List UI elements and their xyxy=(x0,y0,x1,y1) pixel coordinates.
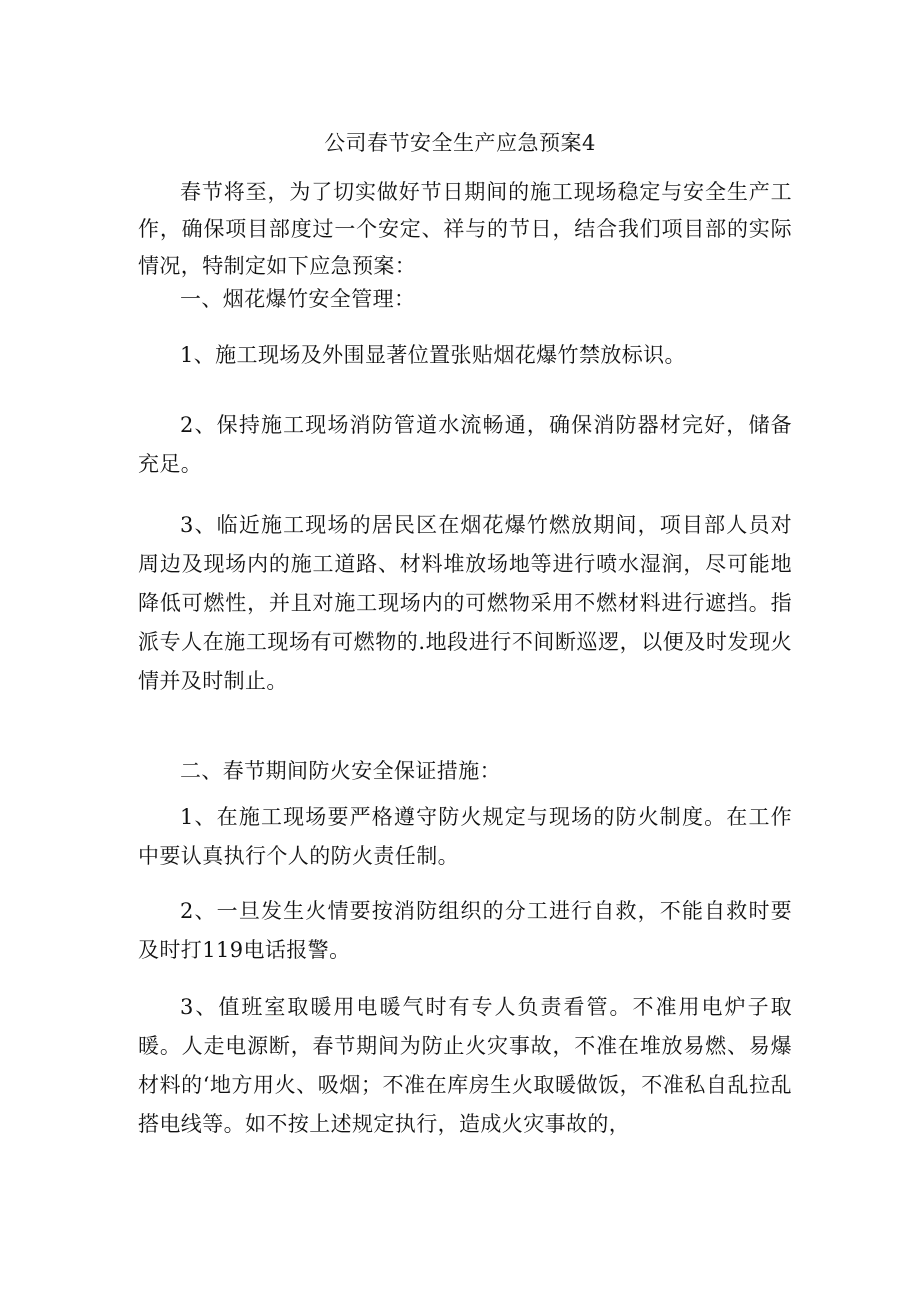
intro-paragraph: 春节将至，为了切实做好节日期间的施工现场稳定与安全生产工作，确保项目部度过一个安定、祥与的节日，结合我们项目部的实际情况，特制定如下应急预案： xyxy=(138,180,792,278)
section-heading-fire-safety: 二、春节期间防火安全保证措施： xyxy=(180,759,501,783)
fireworks-item-2: 2、保持施工现场消防管道水流畅通，确保消防器材完好，储备充足。 xyxy=(138,413,792,476)
section-heading-fireworks: 一、烟花爆竹安全管理： xyxy=(180,287,416,311)
fireworks-item-3: 3、临近施工现场的居民区在烟花爆竹燃放期间，项目部人员对周边及现场内的施工道路、材料堆放场地等进行喷水湿润，尽可能地降低可燃性，并且对施工现场内的可燃物采用不燃材料进行遮挡。指派专人在施工现场有可燃物的.地段进行不间断巡逻，以便及时发现火情并及时制止。 xyxy=(138,513,792,693)
fire-safety-item-2: 2、一旦发生火情要按消防组织的分工进行自救，不能自救时要及时打119电话报警。 xyxy=(138,899,792,962)
document-title: 公司春节安全生产应急预案4 xyxy=(324,131,596,155)
fire-safety-item-3: 3、值班室取暖用电暖气时有专人负责看管。不准用电炉子取暖。人走电源断，春节期间为防止火灾事故，不准在堆放易燃、易爆材料的‘地方用火、吸烟；不准在库房生火取暖做饭，不准私自乱拉乱搭电线等。如不按上述规定执行，造成火灾事故的， xyxy=(138,995,792,1136)
fire-safety-item-1: 1、在施工现场要严格遵守防火规定与现场的防火制度。在工作中要认真执行个人的防火责任制。 xyxy=(138,805,792,868)
fireworks-item-1: 1、施工现场及外围显著位置张贴烟花爆竹禁放标识。 xyxy=(180,343,686,367)
